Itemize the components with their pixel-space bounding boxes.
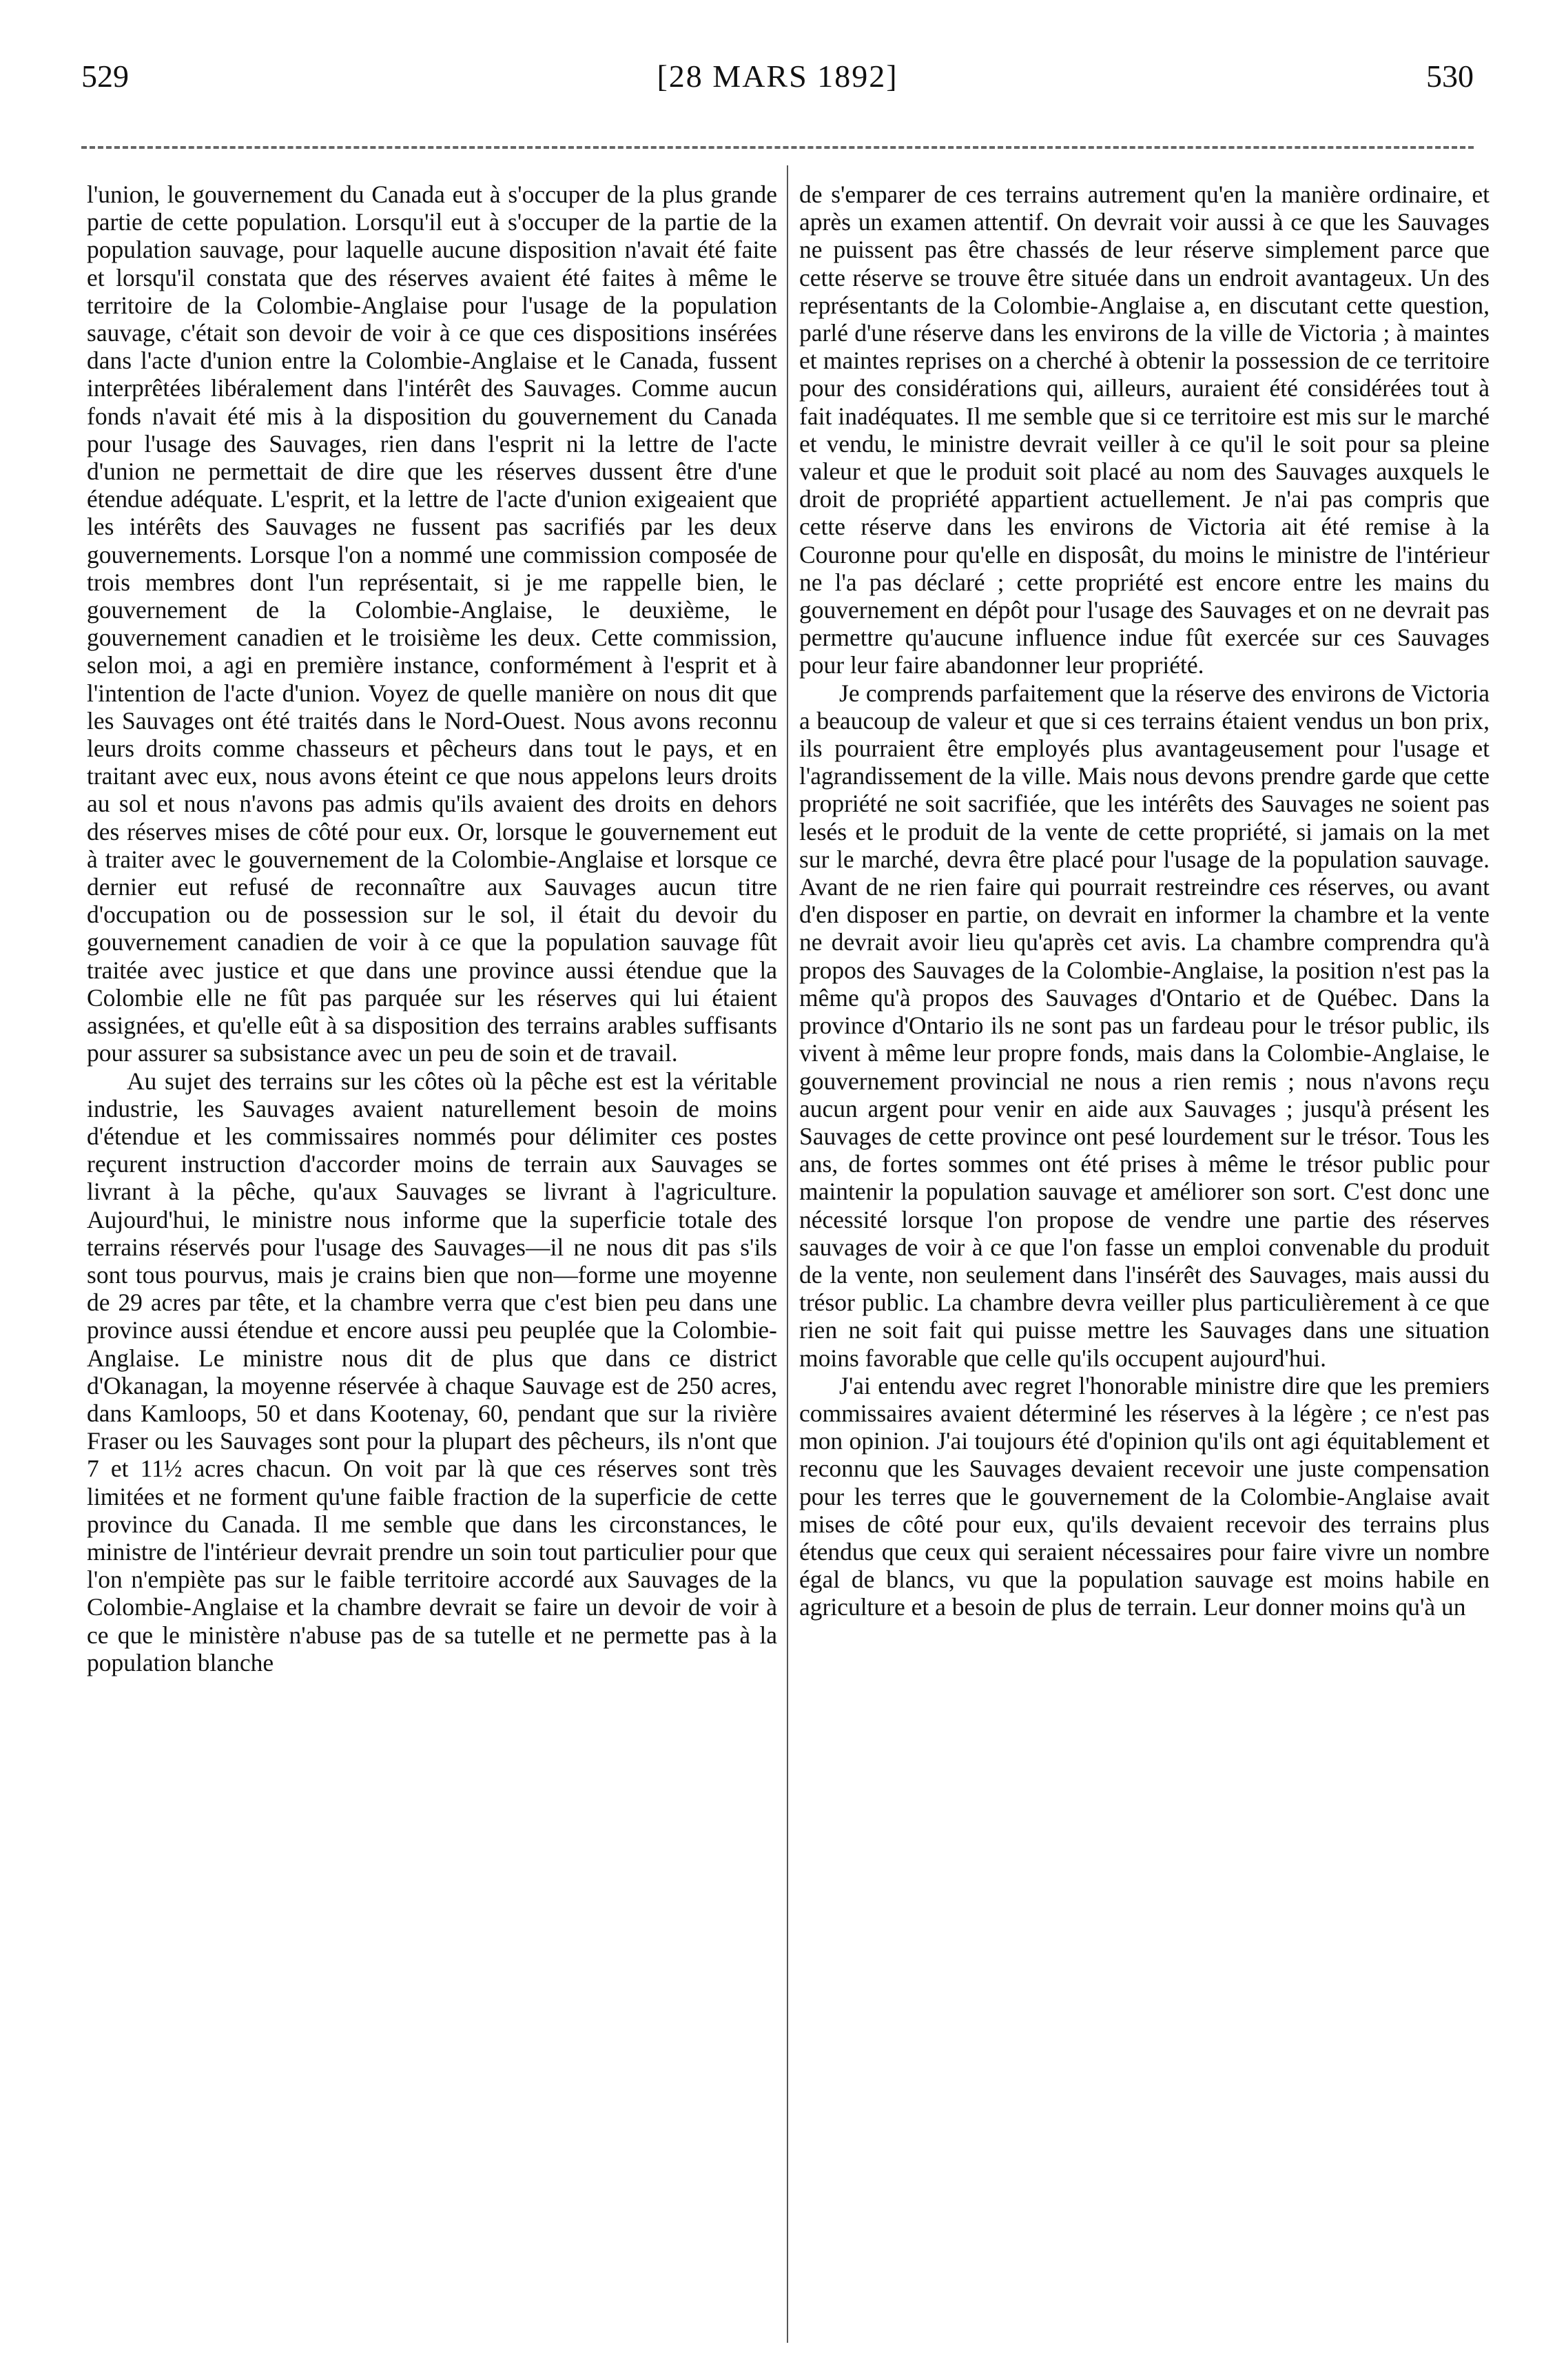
paragraph: J'ai entendu avec regret l'honorable ministre dire que les premiers commissaires avaient déterminé les réserves à la légère ; ce n'est pas mon opinion. J'ai toujours été d'opinion qu'ils ont agi équitablement et reconnu que les Sauvages devaient recevoir une juste compensation pour les terres que le gouvernement de la Colombie-Anglaise avait mises de côté pour eux, qu'ils devaient recevoir des terrains plus étendus que ceux qui seraient nécessaires pour faire vivre un nombre égal de blancs, vu que la population sauvage est moins habile en agriculture et a besoin de plus de terrain. Leur donner moins qu'à un [799, 1371, 1490, 1621]
left-column [87, 181, 777, 1676]
page-header [81, 58, 1474, 113]
column-divider [787, 165, 788, 2343]
paragraph: Au sujet des terrains sur les côtes où la pêche est est la véritable industrie, les Sauvages avaient naturellement besoin de moins d'étendue et les commissaires nommés pour délimiter ces postes reçurent instruction d'accorder moins de terrain aux Sauvages se livrant à la pêche, qu'aux Sauvages se livrant à l'agriculture. Aujourd'hui, le ministre nous informe que la superficie totale des terrains réservés pour l'usage des Sauvages—il ne nous dit pas s'ils sont tous pourvus, mais je crains bien que non—forme une moyenne de 29 acres par tête, et la chambre verra que c'est bien peu dans une province aussi étendue et encore aussi peu peuplée que la Colombie-Anglaise. Le ministre nous dit de plus que dans ce district d'Okanagan, la moyenne réservée à chaque Sauvage est de 250 acres, dans Kamloops, 50 et dans Kootenay, 60, pendant que sur la rivière Fraser ou les Sauvages sont pour la plupart des pêcheurs, ils n'ont que 7 et 11½ acres chacun. On voit par là que ces réserves sont très limitées et ne forment qu'une faible fraction de la superficie de cette province du Canada. Il me semble que dans les circonstances, le ministre de l'intérieur devrait prendre un soin tout particulier pour que l'on n'empiète pas sur le faible territoire accordé aux Sauvages de la Colombie-Anglaise et la chambre devrait se faire un devoir de voir à ce que le ministère n'abuse pas de sa tutelle et ne permette pas à la population blanche [87, 1067, 777, 1676]
page-number-right: 530 [1426, 59, 1474, 94]
paragraph: l'union, le gouvernement du Canada eut à s'occuper de la plus grande partie de cette population. Lorsqu'il eut à s'occuper de la partie de la population sauvage, pour laquelle aucune disposition n'avait été faite et lorsqu'il constata que des réserves avaient été faites à même le territoire de la Colombie-Anglaise pour l'usage de la population sauvage, c'était son devoir de voir à ce que ces dispositions insérées dans l'acte d'union entre la Colombie-Anglaise et le Canada, fussent interprêtées libéralement dans l'intérêt des Sauvages. Comme aucun fonds n'avait été mis à la disposition du gouvernement du Canada pour l'usage des Sauvages, rien dans l'esprit ni la lettre de l'acte d'union ne permettait de dire que les réserves dussent être d'une étendue adéquate. L'esprit, et la lettre de l'acte d'union exigeaient que les intérêts des Sauvages ne fussent pas sacrifiés par les deux gouvernements. Lorsque l'on a nommé une commission composée de trois membres dont l'un représentait, si je me rappelle bien, le gouvernement de la Colombie-Anglaise, le deuxième, le gouvernement canadien et le troisième les deux. Cette commission, selon moi, a agi en première instance, conformément à l'esprit et à l'intention de l'acte d'union. Voyez de quelle manière on nous dit que les Sauvages ont été traités dans le Nord-Ouest. Nous avons reconnu leurs droits comme chasseurs et pêcheurs dans tout le pays, et en traitant avec eux, nous avons éteint ce que nous appelons leurs droits au sol et nous n'avons pas admis qu'ils avaient des droits en dehors des réserves mises de côté pour eux. Or, lorsque le gouvernement eut à traiter avec le gouvernement de la Colombie-Anglaise et lorsque ce dernier eut refusé de reconnaître aux Sauvages aucun titre d'occupation ou de possession sur le sol, il était du devoir du gouvernement canadien de voir à ce que la population sauvage fût traitée avec justice et que dans une province aussi étendue que la Colombie elle ne fût pas parquée sur les réserves qui lui étaient assignées, et qu'elle eût à sa disposition des terrains arables suffisants pour assurer sa subsistance avec un peu de soin et de travail. [87, 181, 777, 1067]
header-rule [81, 146, 1474, 149]
paragraph: Je comprends parfaitement que la réserve des environs de Victoria a beaucoup de valeur et que si ces terrains étaient vendus un bon prix, ils pourraient être employés plus avantageusement pour l'usage et l'agrandissement de la ville. Mais nous devons prendre garde que cette propriété ne soit sacrifiée, que les intérêts des Sauvages ne soient pas lesés et le produit de la vente de cette propriété, si jamais on la met sur le marché, devra être placé pour l'usage de la population sauvage. Avant de ne rien faire qui pourrait restreindre ces réserves, ou avant d'en disposer en partie, on devrait en informer la chambre et la vente ne devrait avoir lieu qu'après cet avis. La chambre comprendra qu'à propos des Sauvages de la Colombie-Anglaise, la position n'est pas la même qu'à propos des Sauvages d'Ontario et de Québec. Dans la province d'Ontario ils ne sont pas un fardeau pour le trésor public, ils vivent à même leur propre fonds, mais dans la Colombie-Anglaise, le gouvernement provincial ne nous a rien remis ; nous n'avons reçu aucun argent pour venir en aide aux Sauvages ; jusqu'à présent les Sauvages de cette province ont pesé lourdement sur le trésor. Tous les ans, de fortes sommes ont été prises à même le trésor public pour maintenir la population sauvage et améliorer son sort. C'est donc une nécessité lorsque l'on propose de vendre une partie des réserves sauvages de voir à ce que l'on fasse un emploi convenable du produit de la vente, non seulement dans l'insérêt des Sauvages, mais aussi du trésor public. La chambre devra veiller plus particulièrement à ce que rien ne soit fait qui puisse mettre les Sauvages dans une situation moins favorable que celle qu'ils occupent aujourd'hui. [799, 679, 1490, 1372]
paragraph: de s'emparer de ces terrains autrement qu'en la manière ordinaire, et après un examen attentif. On devrait voir aussi à ce que les Sauvages ne puissent pas être chassés de leur réserve simplement parce que cette réserve se trouve être située dans un endroit avantageux. Un des représentants de la Colombie-Anglaise a, en discutant cette question, parlé d'une réserve dans les environs de la ville de Victoria ; à maintes et maintes reprises on a cherché à obtenir la possession de ce territoire pour des considérations qui, ailleurs, auraient été considérées tout à fait inadéquates. Il me semble que si ce territoire est mis sur le marché et vendu, le ministre devrait veiller à ce qu'il le soit pour sa pleine valeur et que le produit soit placé au nom des Sauvages auxquels le droit de propriété appartient actuellement. Je n'ai pas compris que cette réserve dans les environs de Victoria ait été remise à la Couronne pour qu'elle en disposât, du moins le ministre de l'intérieur ne l'a pas déclaré ; cette propriété est encore entre les mains du gouvernement en dépôt pour l'usage des Sauvages et on ne devrait pas permettre qu'aucune influence indue fût exercée sur ces Sauvages pour leur faire abandonner leur propriété. [799, 181, 1490, 679]
page-number-left: 529 [81, 59, 129, 94]
right-column [799, 181, 1490, 1621]
header-date: [28 MARS 1892] [657, 59, 898, 94]
